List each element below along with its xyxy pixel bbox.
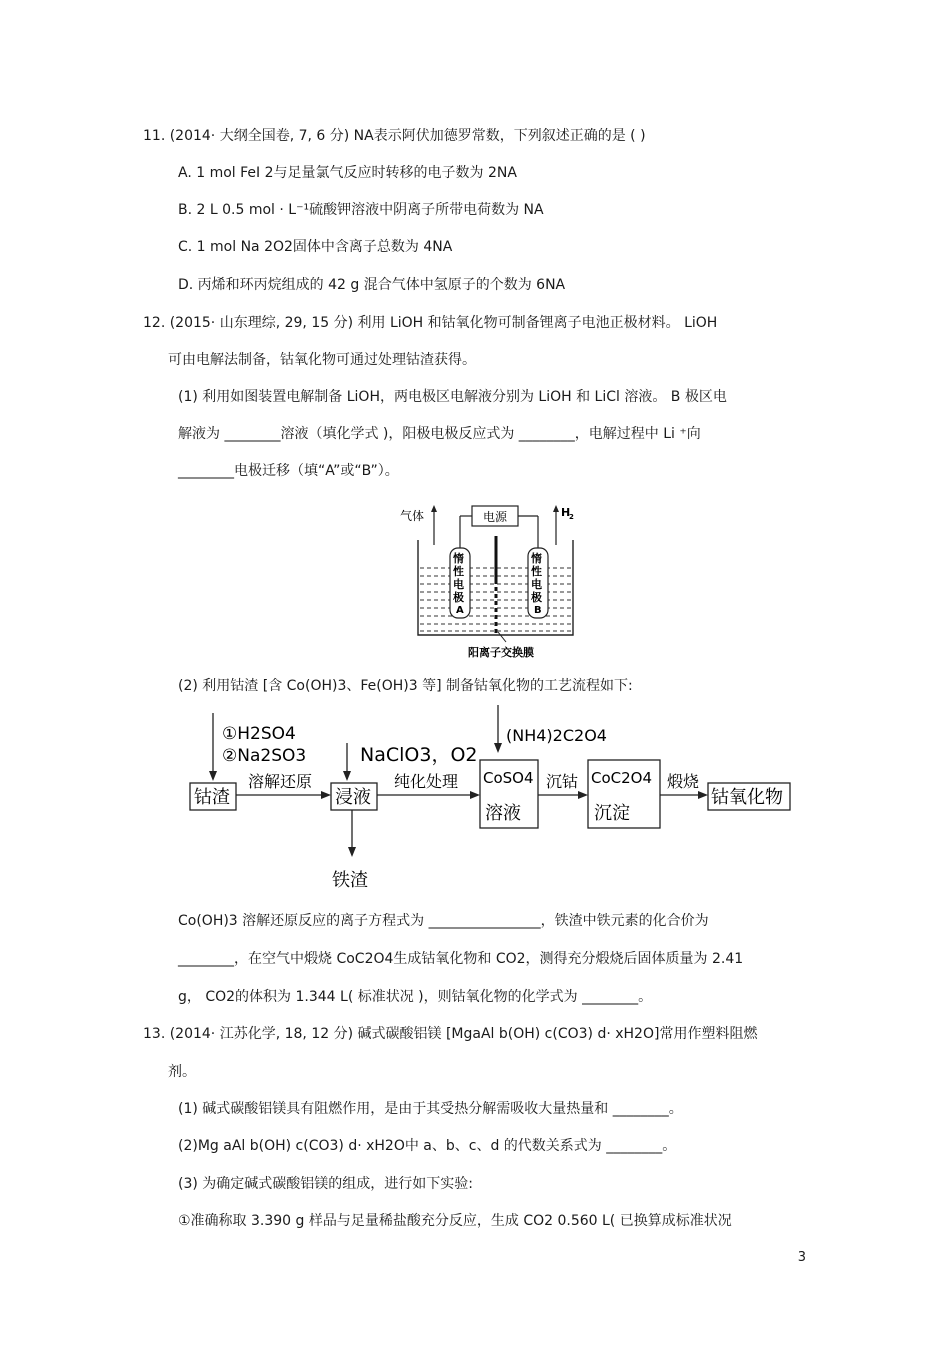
q12-part1-line1: (1) 利用如图装置电解制备 LiOH，两电极区电解液分别为 LiOH 和 LiCl 溶液。 B 极区电 [178, 389, 727, 405]
electrode-a-char: 惰 [453, 552, 464, 565]
q13-stem-line2: 剂。 [168, 1064, 196, 1080]
q13-part3-step1: ①准确称取 3.390 g 样品与足量稀盐酸充分反应，生成 CO2 0.560 L( 已换算成标准状况 [178, 1213, 732, 1229]
q12-part1-line2: 解液为 ________溶液（填化学式 )，阳极电极反应式为 ________，电解过程中 Li ⁺向 [178, 426, 701, 442]
q13-stem-line1: 13. (2014· 江苏化学, 18, 12 分) 碱式碳酸铝镁 [MgaAl b(OH) c(CO3) d· xH2O]常用作塑料阻燃 [143, 1026, 758, 1042]
h2-label: H [561, 506, 571, 519]
electrode-b-char: 电 [531, 578, 542, 591]
gas-label: 气体 [400, 509, 425, 523]
step-dissolve-reduce: 溶解还原 [248, 772, 313, 791]
electrode-b-char: 极 [531, 591, 542, 604]
q12-part2-intro: (2) 利用钴渣 [含 Co(OH)3、Fe(OH)3 等] 制备钴氧化物的工艺流程如下: [178, 678, 633, 694]
box-cobalt-oxide-label: 钴氧化物 [711, 787, 783, 808]
reagent-1-line2: ②Na2SO3 [222, 746, 307, 766]
q12-part1-line3: ________电极迁移（填“A”或“B”）。 [178, 463, 399, 479]
step-calcine: 煅烧 [667, 772, 700, 791]
byproduct-iron-residue: 铁渣 [332, 870, 368, 891]
box-leachate-label: 浸液 [335, 787, 371, 808]
q11-option-b: B. 2 L 0.5 mol · L⁻¹硫酸钾溶液中阴离子所带电荷数为 NA [178, 202, 544, 218]
page-number: 3 [797, 1250, 806, 1265]
q11-option-c: C. 1 mol Na 2O2固体中含离子总数为 4NA [178, 239, 453, 255]
electrode-a-char: A [456, 605, 464, 616]
electrode-b-char: 惰 [531, 552, 542, 565]
q12-stem-line2: 可由电解法制备，钴氧化物可通过处理钴渣获得。 [168, 352, 476, 368]
box-cobalt-residue-label: 钴渣 [194, 787, 230, 808]
electrode-a-char: 极 [453, 591, 464, 604]
q12-stem-line1: 12. (2015· 山东理综, 29, 15 分) 利用 LiOH 和钴氧化物可制备锂离子电池正极材料。 LiOH [143, 315, 718, 331]
reagent-1-line1: ①H2SO4 [222, 724, 296, 744]
q12-part2-line3: g， CO2的体积为 1.344 L( 标准状况 )，则钴氧化物的化学式为 ________。 [178, 989, 653, 1005]
step-purify: 纯化处理 [394, 772, 459, 791]
q13-part1: (1) 碱式碳酸铝镁具有阻燃作用，是由于其受热分解需吸收大量热量和 ________。 [178, 1101, 683, 1117]
electrode-a-char: 性 [453, 565, 464, 578]
q11-option-a: A. 1 mol FeI 2与足量氯气反应时转移的电子数为 2NA [178, 165, 517, 181]
q13-part2: (2)Mg aAl b(OH) c(CO3) d· xH2O中 a、b、c、d 的代数关系式为 ________。 [178, 1138, 677, 1154]
electrode-b-char: B [534, 605, 542, 616]
electrode-a-char: 电 [453, 578, 464, 591]
q12-part2-line1: Co(OH)3 溶解还原反应的离子方程式为 ________________，铁渣中铁元素的化合价为 [178, 913, 709, 929]
q11-stem: 11. (2014· 大纲全国卷, 7, 6 分) NA表示阿伏加德罗常数，下列叙述正确的是 ( ) [143, 128, 646, 144]
box-coc2o4-state: 沉淀 [594, 803, 630, 824]
process-flow-diagram [180, 705, 800, 895]
reagent-2: NaClO3，O2 [360, 744, 478, 766]
h2-subscript: 2 [569, 513, 574, 521]
step-precipitate: 沉钴 [546, 772, 579, 791]
electrode-b-char: 性 [531, 565, 542, 578]
power-label: 电源 [483, 510, 508, 524]
q12-part2-line2: ________，在空气中煅烧 CoC2O4生成钴氧化物和 CO2，测得充分煅烧后固体质量为 2.41 [178, 951, 744, 967]
box-coso4-state: 溶液 [485, 803, 521, 824]
box-coso4-formula: CoSO4 [483, 769, 534, 787]
electrolysis-diagram [398, 500, 588, 660]
membrane-label: 阳离子交换膜 [468, 646, 534, 659]
q13-part3: (3) 为确定碱式碳酸铝镁的组成，进行如下实验: [178, 1176, 473, 1192]
q11-option-d: D. 丙烯和环丙烷组成的 42 g 混合气体中氢原子的个数为 6NA [178, 277, 566, 293]
box-coc2o4-formula: CoC2O4 [591, 769, 653, 787]
reagent-3: (NH4)2C2O4 [506, 726, 607, 745]
